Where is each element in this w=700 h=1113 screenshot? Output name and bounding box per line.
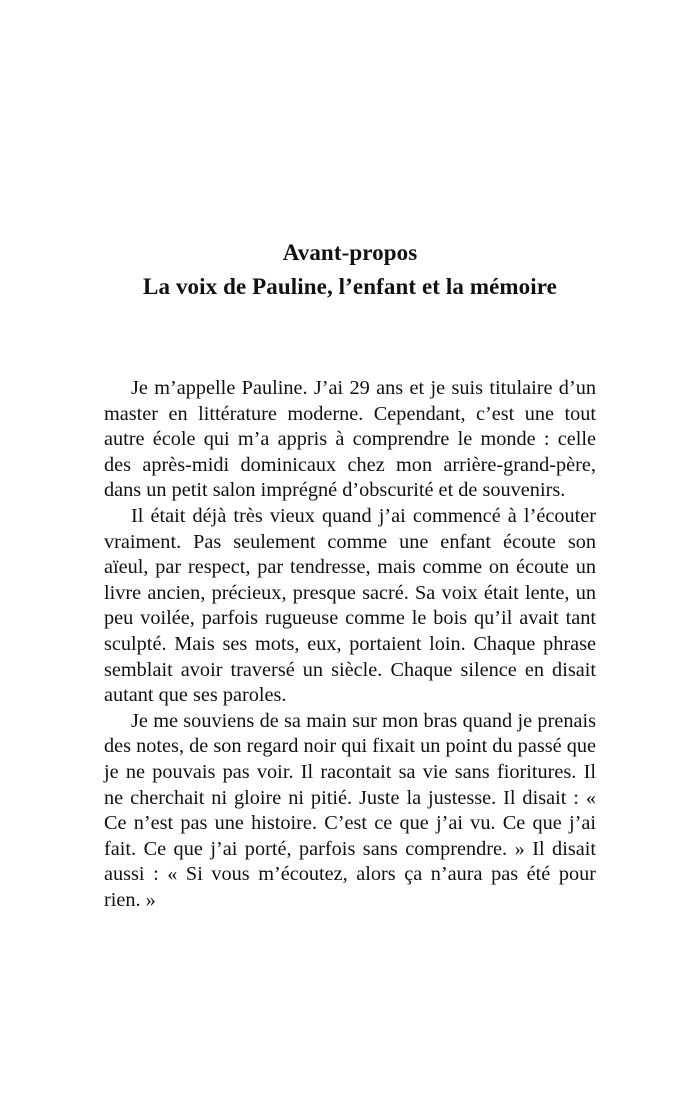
paragraph: Je me souviens de sa main sur mon bras quand je prenais des notes, de son regard noir qui fixait un point du passé que je ne pouvais pas voir. Il racontait sa vie sans fioritures. Il ne cherchait ni gloire ni pitié. Juste la justesse. Il disait : « Ce n’est pas une histoire. C’est ce que j’ai vu. Ce que j’ai fait. Ce que j’ai porté, parfois sans comprendre. » Il disait aussi : « Si vous m’écoutez, alors ça n’aura pas été pour rien. » xyxy=(104,709,596,911)
paragraph: Il était déjà très vieux quand j’ai commencé à l’écouter vraiment. Pas seulement comme une enfant écoute son aïeul, par respect, par tendresse, mais comme on écoute un livre ancien, précieux, presque sacré. Sa voix était lente, un peu voilée, parfois rugueuse comme le bois qu’il avait tant sculpté. Mais ses mots, eux, portaient loin. Chaque phrase semblait avoir traversé un siècle. Chaque silence en disait autant que ses paroles. xyxy=(104,504,596,707)
body-text xyxy=(104,376,596,913)
chapter-heading xyxy=(0,236,700,304)
heading-title: Avant-propos xyxy=(282,240,418,265)
paragraph: Je m’appelle Pauline. J’ai 29 ans et je suis titulaire d’un master en littérature moderne. Cependant, c’est une tout autre école qui m’a appris à comprendre le monde : celle des après-midi dominicaux chez mon arrière-grand-père, dans un petit salon imprégné d’obscurité et de souvenirs. xyxy=(104,377,596,502)
heading-subtitle: La voix de Pauline, l’enfant et la mémoire xyxy=(143,274,557,299)
